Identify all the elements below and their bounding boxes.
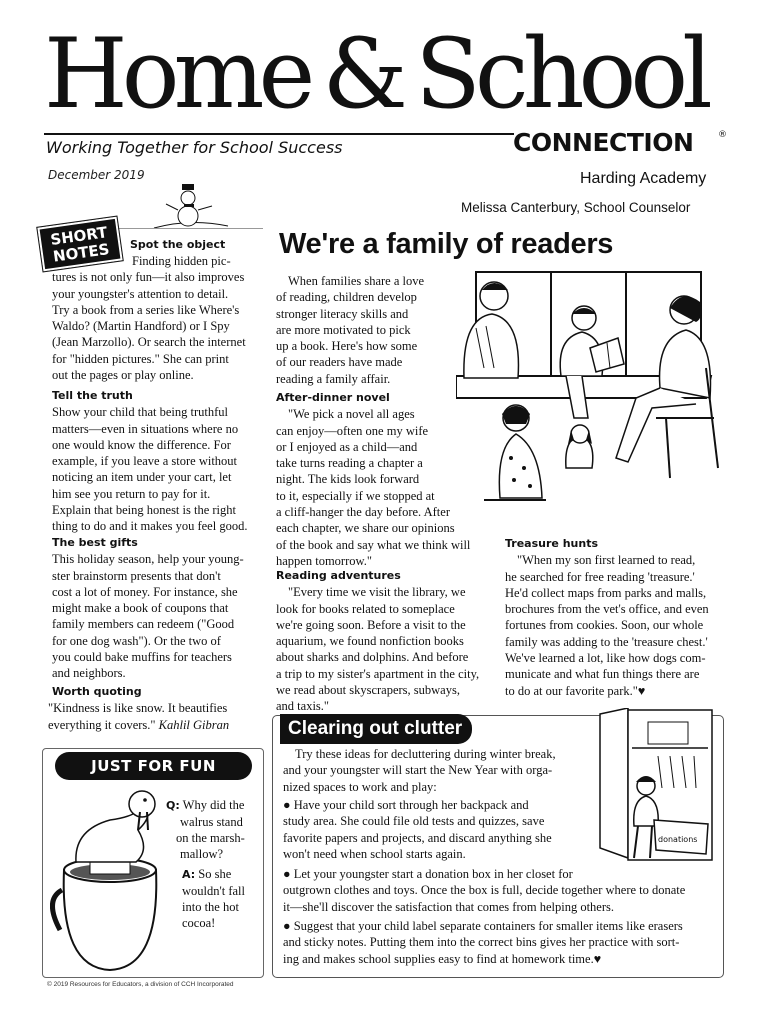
note-line: Show your child that being truthful [52,405,229,420]
article-line: can enjoy—often one my wife [276,423,429,438]
note-line: thing to do and it makes you feel good. [52,519,248,534]
note-spot-the-object [52,253,257,383]
clutter-title: Clearing out clutter [280,714,472,744]
clutter-bullet: ● Let your youngster start a donation box in her closet for outgrown clothes and toys. Once the box is full, decide together where to donate it—she'll discover the satisfaction that comes from helping others. [283,866,723,915]
clutter-line: Try these ideas for decluttering during winter break, [295,747,556,761]
article-line: municate and what fun things there are [505,667,700,682]
note-line: Try a book from a series like Where's [52,302,240,317]
article-line: up a book. Here's how some [276,339,418,354]
article-line: of reading, children develop [276,290,417,305]
article-line: reading a family affair. [276,371,391,386]
article-line: happen tomorrow." [276,553,372,568]
note-line: noticing an item under your cart, let [52,470,232,485]
article-line: we read about skyscrapers, subways, [276,683,460,698]
note-line: family members can redeem ("Good [52,617,235,632]
article-line: "When my son first learned to read, [517,553,696,568]
clutter-line: won't need when school starts again. [283,846,466,861]
note-line: one would know the difference. For [52,437,231,452]
note-line: and neighbors. [52,666,126,681]
article-line: each chapter, we share our opinions [276,521,455,536]
note-line: you could bake muffins for teachers [52,650,232,665]
note-line: might make a book of coupons that [52,601,229,616]
article-line: and taxis." [276,699,330,714]
clutter-line: Suggest that your child label separate containers for smaller items like erasers [293,919,683,933]
note-line: Finding hidden pic- [132,254,231,268]
note-line: (Jean Marzollo). Or search the internet [52,335,246,350]
section-heading: Reading adventures [276,569,401,582]
note-line: ster brainstorm presents that don't [52,568,221,583]
article-line: we're going soon. Before a visit to the [276,617,466,632]
clutter-line: study area. She could file old tests and quizzes, save [283,814,545,829]
riddle-line: on the marsh- [176,831,245,845]
clutter-line: Let your youngster start a donation box in her closet for [293,867,573,881]
note-line: This holiday season, help your young- [52,552,244,567]
riddle-answer [182,866,262,931]
counselor-name: Melissa Canterbury, School Counselor [461,200,691,215]
section-heading: Treasure hunts [505,537,598,550]
article-line: of the book and say what we think will [276,537,471,552]
walrus-cocoa-illustration [50,790,170,975]
riddle-line: wouldn't fall [182,884,246,898]
article-line: or I enjoyed as a child—and [276,439,418,454]
riddle-line: into the hot [182,900,239,914]
riddle-line: mallow? [180,847,224,861]
note-line: "Kindness is like snow. It beautifies [48,701,228,716]
article-line: stronger literacy skills and [276,306,409,321]
family-reading-illustration [456,268,726,518]
snowman-illustration [150,178,230,234]
note-heading: The best gifts [52,536,138,549]
article-line: of our readers have made [276,355,403,370]
clutter-line: and your youngster will start the New Year with orga- [283,763,553,778]
article-line: fortunes from cookies. Soon, our whole [505,618,704,633]
article-line: look for books related to someplace [276,601,455,616]
clutter-intro [283,746,593,797]
note-line: matters—even in situations where no [52,421,239,436]
article-line: "We pick a novel all ages [288,407,415,422]
article-title: We're a family of readers [279,228,614,260]
note-heading: Spot the object [130,238,226,251]
note-heading: Tell the truth [52,389,133,402]
masthead-rule [44,133,514,135]
article-line: He'd collect maps from parks and malls, [505,585,707,600]
note-line: for one dog wash"). Or the two of [52,633,221,648]
note-line: example, if you leave a store without [52,454,238,469]
section-reading-adventures [276,568,498,715]
article-line: aquarium, we found nonfiction books [276,634,464,649]
copyright: © 2019 Resources for Educators, a division of CCH Incorporated [47,981,234,988]
registered-mark: ® [718,130,727,140]
clutter-line: Have your child sort through her backpack and [293,798,529,812]
article-line: about sharks and dolphins. And before [276,650,469,665]
riddle-line: cocoa! [182,916,216,930]
article-line: "Every time we visit the library, we [288,585,466,600]
note-line: your youngster's attention to detail. [52,286,229,301]
clutter-line: favorite papers and projects, and discard anything she [283,830,552,845]
riddle-line: So she [198,867,232,881]
article-line: to do at our favorite park."♥ [505,683,646,698]
article-line: he searched for free reading 'treasure.' [505,569,695,584]
q-label: Q: [166,799,180,812]
note-line: Waldo? (Martin Handford) or I Spy [52,319,230,334]
article-line: night. The kids look forward [276,472,420,487]
note-line: him see you return to pay for it. [52,486,211,501]
article-line: family was adding to the 'treasure chest.' [505,634,708,649]
article-line: are more motivated to pick [276,322,411,337]
a-label: A: [182,868,196,881]
issue-date: December 2019 [48,168,145,182]
note-heading: Worth quoting [52,685,142,698]
article-intro [276,273,486,387]
masthead-connection: CONNECTION [513,128,694,157]
tagline: Working Together for School Success [46,138,343,157]
clutter-line: and sticky notes. Putting them into the correct bins gives her practice with sort- [283,935,680,950]
article-line: a trip to my sister's apartment in the city, [276,666,480,681]
note-line: Explain that being honest is the right [52,503,236,518]
note-line: for "hidden pictures." She can print [52,351,229,366]
note-line: tures is not only fun—it also improves [52,270,245,285]
note-best-gifts [52,535,257,682]
section-treasure-hunts [505,536,720,699]
riddle-question [166,797,261,862]
short-notes-badge: SHORT NOTES [37,217,122,272]
article-line: brochures from the vet's office, and even [505,602,709,617]
riddle-line: walrus stand [180,815,243,829]
article-line: a cliff-hanger the day before. After [276,505,450,520]
article-line: take turns reading a chapter a [276,456,423,471]
donations-box-label: donations [658,835,698,844]
article-line: to it, especially if we stopped at [276,488,435,503]
just-for-fun-banner: JUST FOR FUN [55,752,252,780]
article-line: When families share a love [288,274,425,288]
note-worth-quoting [48,684,262,733]
masthead-title: Home & School [44,18,707,130]
note-tell-the-truth [52,388,257,535]
note-line: cost a lot of money. For instance, she [52,584,238,599]
clutter-bullet: ● Have your child sort through her backpack and study area. She could file old tests and quizzes, save favorite papers and projects, and discard anything she won't need when school starts again. [283,797,593,862]
note-line: everything it covers." [48,717,156,732]
riddle-line: Why did the [182,798,245,812]
clutter-line: ing and makes school supplies easy to find at homework time.♥ [283,951,602,966]
clutter-line: it—she'll discover the satisfaction that comes from helping others. [283,899,614,914]
section-heading: After-dinner novel [276,391,390,404]
clutter-line: nized spaces to work and play: [283,779,437,794]
clutter-line: outgrown clothes and toys. Once the box is full, decide together where to donate [283,883,686,898]
closet-illustration [598,708,716,868]
note-line: out the pages or play online. [52,368,194,383]
clutter-bullet: ● Suggest that your child label separate containers for smaller items like erasers and sticky notes. Putting them into the correct bins gives her practice with sort- ing and makes school supplies easy to find at homework time.♥ [283,918,723,967]
article-line: We've learned a lot, like how dogs com- [505,651,706,666]
school-name: Harding Academy [580,170,707,187]
quote-author: Kahlil Gibran [158,717,230,732]
